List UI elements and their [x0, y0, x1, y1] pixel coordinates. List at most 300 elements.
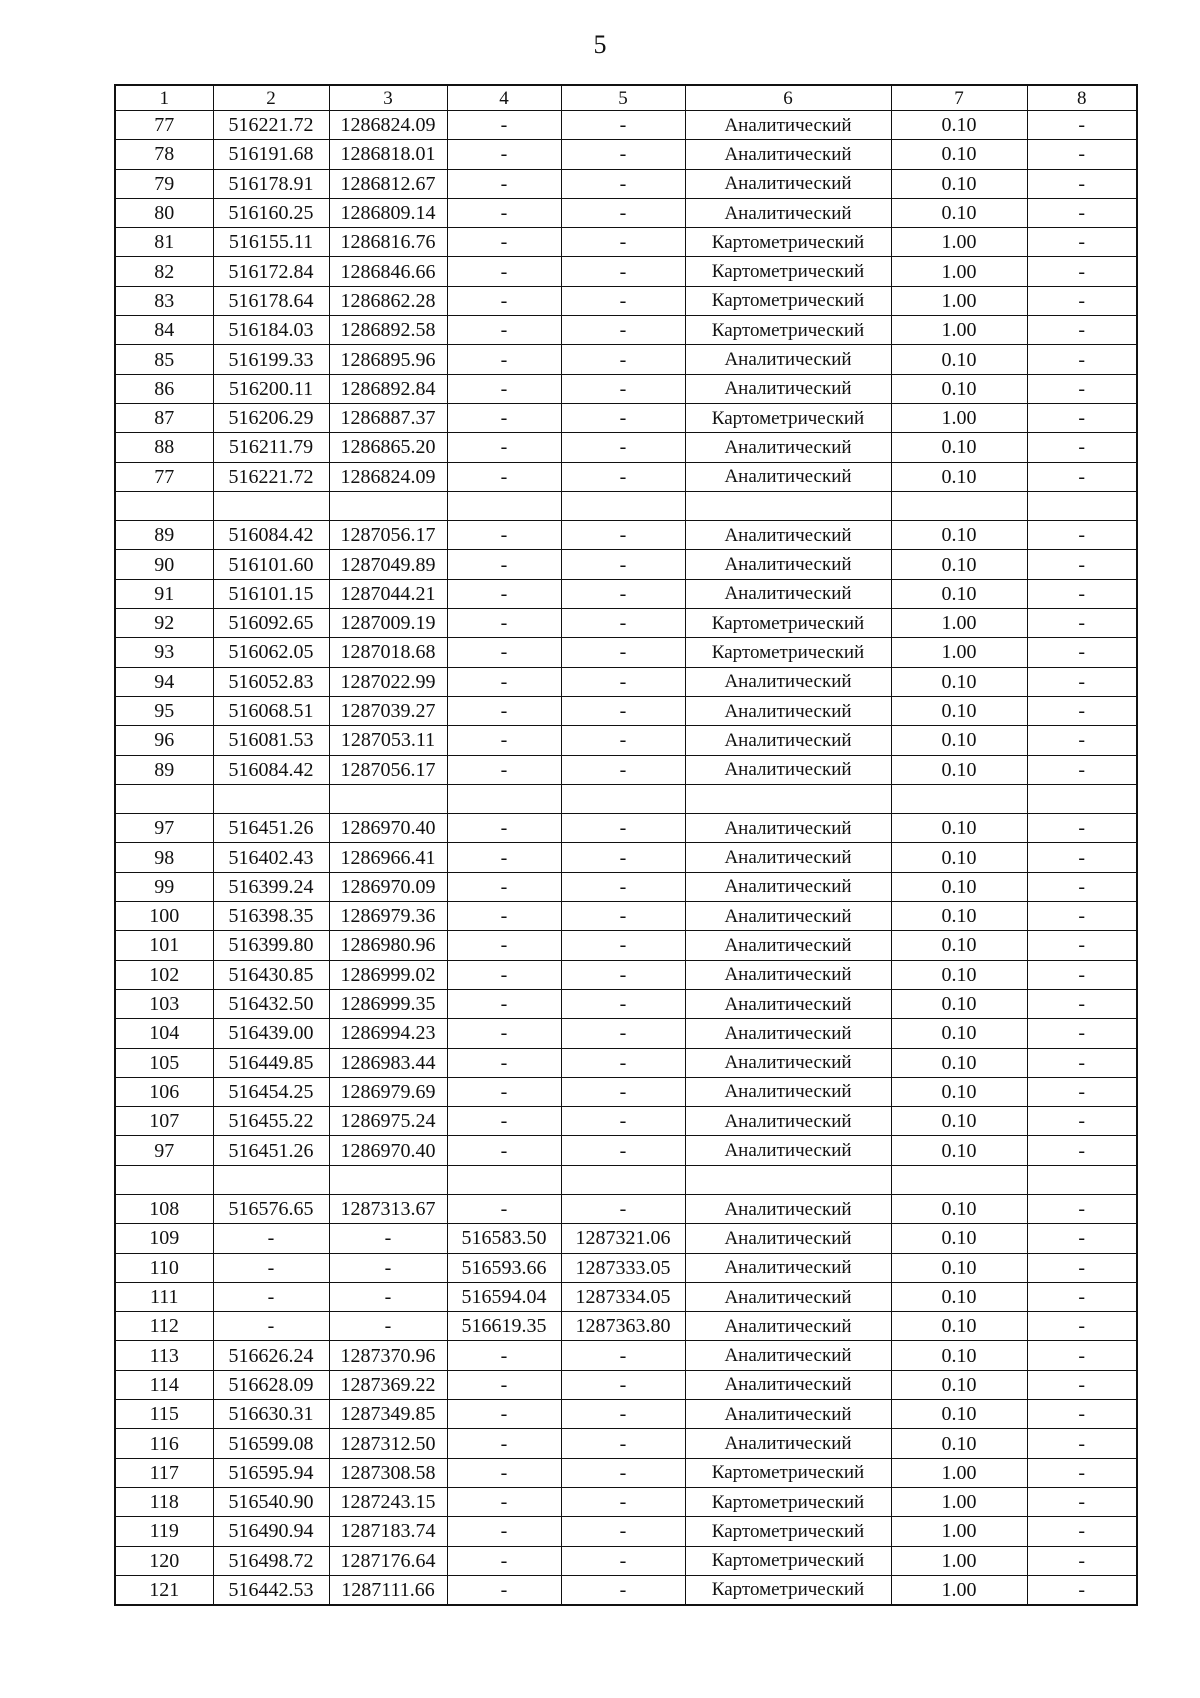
table-cell: 114	[115, 1370, 213, 1399]
table-cell: 0.10	[891, 696, 1027, 725]
table-cell	[685, 784, 891, 813]
table-cell: -	[561, 550, 685, 579]
table-cell: 1286895.96	[329, 345, 447, 374]
table-cell: 0.10	[891, 345, 1027, 374]
table-row	[115, 1575, 1137, 1605]
table-cell: -	[1027, 1048, 1137, 1077]
table-row	[115, 1312, 1137, 1341]
table-cell: -	[447, 638, 561, 667]
table-cell: Аналитический	[685, 989, 891, 1018]
table-cell	[115, 784, 213, 813]
table-cell	[891, 1165, 1027, 1194]
table-cell: 91	[115, 579, 213, 608]
table-cell: -	[1027, 872, 1137, 901]
table-cell: -	[1027, 1370, 1137, 1399]
table-cell: -	[561, 433, 685, 462]
table-cell	[329, 784, 447, 813]
table-cell: 89	[115, 755, 213, 784]
table-cell: 0.10	[891, 872, 1027, 901]
table-cell: -	[1027, 374, 1137, 403]
table-cell: Аналитический	[685, 1429, 891, 1458]
table-cell: 1287053.11	[329, 726, 447, 755]
table-cell: -	[447, 228, 561, 257]
table-cell: -	[561, 1575, 685, 1605]
table-row	[115, 931, 1137, 960]
table-cell: Аналитический	[685, 111, 891, 140]
table-cell: 104	[115, 1019, 213, 1048]
table-cell: 1287056.17	[329, 755, 447, 784]
table-cell	[891, 784, 1027, 813]
table-cell: 516221.72	[213, 462, 329, 491]
table-cell: -	[447, 1400, 561, 1429]
table-cell: 0.10	[891, 198, 1027, 227]
table-cell: -	[329, 1224, 447, 1253]
table-cell: -	[1027, 1253, 1137, 1282]
table-cell: 1287333.05	[561, 1253, 685, 1282]
table-row	[115, 1458, 1137, 1487]
table-cell: 89	[115, 521, 213, 550]
table-cell: 516583.50	[447, 1224, 561, 1253]
table-cell: -	[447, 140, 561, 169]
table-row	[115, 1546, 1137, 1575]
table-cell: 1286970.40	[329, 1136, 447, 1165]
table-cell: -	[561, 316, 685, 345]
table-cell: 109	[115, 1224, 213, 1253]
table-cell: -	[561, 1341, 685, 1370]
table-cell: -	[1027, 1107, 1137, 1136]
table-cell: Картометрический	[685, 403, 891, 432]
table-cell: 516498.72	[213, 1546, 329, 1575]
table-row	[115, 316, 1137, 345]
table-cell: -	[447, 316, 561, 345]
column-header: 3	[329, 85, 447, 111]
table-cell: -	[561, 374, 685, 403]
table-cell: Аналитический	[685, 374, 891, 403]
table-row	[115, 960, 1137, 989]
table-row	[115, 638, 1137, 667]
table-cell: -	[447, 609, 561, 638]
table-cell: 77	[115, 111, 213, 140]
table-cell	[561, 784, 685, 813]
table-cell: 0.10	[891, 521, 1027, 550]
table-cell: 516068.51	[213, 696, 329, 725]
column-header: 4	[447, 85, 561, 111]
table-cell: Аналитический	[685, 931, 891, 960]
table-cell: Картометрический	[685, 1546, 891, 1575]
table-cell: 78	[115, 140, 213, 169]
table-cell: -	[447, 1458, 561, 1487]
table-cell: 516540.90	[213, 1487, 329, 1516]
table-cell: 0.10	[891, 1400, 1027, 1429]
table-cell: -	[1027, 521, 1137, 550]
table-cell: 105	[115, 1048, 213, 1077]
table-cell: 0.10	[891, 1077, 1027, 1106]
table-row	[115, 1370, 1137, 1399]
table-row	[115, 843, 1137, 872]
table-cell: Картометрический	[685, 228, 891, 257]
table-cell: 0.10	[891, 111, 1027, 140]
table-cell: Картометрический	[685, 609, 891, 638]
table-cell: 115	[115, 1400, 213, 1429]
table-cell: 1287312.50	[329, 1429, 447, 1458]
table-row	[115, 1341, 1137, 1370]
table-cell: Аналитический	[685, 667, 891, 696]
table-cell: 0.10	[891, 169, 1027, 198]
table-cell: Аналитический	[685, 169, 891, 198]
table-row	[115, 814, 1137, 843]
table-cell: 1.00	[891, 316, 1027, 345]
table-cell: -	[561, 198, 685, 227]
table-row	[115, 403, 1137, 432]
table-cell: 0.10	[891, 1341, 1027, 1370]
table-cell: 1286816.76	[329, 228, 447, 257]
table-cell: -	[1027, 1429, 1137, 1458]
table-cell: -	[447, 755, 561, 784]
table-cell	[1027, 784, 1137, 813]
table-cell: -	[447, 1429, 561, 1458]
table-row	[115, 1165, 1137, 1194]
table-cell: 516084.42	[213, 521, 329, 550]
table-cell: -	[1027, 1458, 1137, 1487]
table-cell: -	[447, 1575, 561, 1605]
table-row	[115, 1429, 1137, 1458]
table-cell: 112	[115, 1312, 213, 1341]
table-cell: -	[1027, 140, 1137, 169]
table-cell: 1287334.05	[561, 1282, 685, 1311]
table-cell: 1287009.19	[329, 609, 447, 638]
table-cell: 1286812.67	[329, 169, 447, 198]
table-cell: 1286994.23	[329, 1019, 447, 1048]
table-cell: 1286892.58	[329, 316, 447, 345]
table-cell: -	[561, 345, 685, 374]
table-row	[115, 491, 1137, 520]
table-cell: 1287370.96	[329, 1341, 447, 1370]
table-cell: 516619.35	[447, 1312, 561, 1341]
table-cell: 0.10	[891, 374, 1027, 403]
table-cell: -	[1027, 1575, 1137, 1605]
table-cell: 516455.22	[213, 1107, 329, 1136]
table-cell: 516442.53	[213, 1575, 329, 1605]
table-cell: 1287044.21	[329, 579, 447, 608]
table-cell: 0.10	[891, 550, 1027, 579]
table-cell: 516630.31	[213, 1400, 329, 1429]
table-cell: -	[1027, 667, 1137, 696]
table-row	[115, 1253, 1137, 1282]
table-cell: 116	[115, 1429, 213, 1458]
table-cell: 1286862.28	[329, 286, 447, 315]
table-cell: -	[561, 111, 685, 140]
table-cell: 0.10	[891, 960, 1027, 989]
table-cell: 88	[115, 433, 213, 462]
table-cell: -	[447, 1019, 561, 1048]
table-cell: -	[1027, 1077, 1137, 1106]
table-cell: -	[1027, 609, 1137, 638]
table-cell: -	[447, 1194, 561, 1223]
table-cell: 516430.85	[213, 960, 329, 989]
table-cell: -	[561, 667, 685, 696]
table-cell: 0.10	[891, 1048, 1027, 1077]
table-cell: -	[1027, 638, 1137, 667]
table-cell	[329, 491, 447, 520]
table-cell: -	[329, 1282, 447, 1311]
table-cell: 0.10	[891, 1253, 1027, 1282]
table-cell: 1286979.69	[329, 1077, 447, 1106]
table-cell: 1287176.64	[329, 1546, 447, 1575]
table-cell: Аналитический	[685, 960, 891, 989]
table-row	[115, 433, 1137, 462]
table-cell: -	[1027, 814, 1137, 843]
table-cell	[891, 491, 1027, 520]
table-cell: 516595.94	[213, 1458, 329, 1487]
table-cell: 80	[115, 198, 213, 227]
table-cell: 111	[115, 1282, 213, 1311]
table-cell: 516432.50	[213, 989, 329, 1018]
table-cell: -	[1027, 433, 1137, 462]
table-cell: Аналитический	[685, 1224, 891, 1253]
table-cell: 94	[115, 667, 213, 696]
table-cell: -	[1027, 1224, 1137, 1253]
table-cell: 106	[115, 1077, 213, 1106]
table-cell: 0.10	[891, 843, 1027, 872]
table-cell: -	[447, 1107, 561, 1136]
table-cell: 0.10	[891, 1107, 1027, 1136]
table-row	[115, 1077, 1137, 1106]
table-cell: 516576.65	[213, 1194, 329, 1223]
table-cell: 516599.08	[213, 1429, 329, 1458]
table-cell	[561, 491, 685, 520]
table-cell	[115, 491, 213, 520]
table-row	[115, 989, 1137, 1018]
table-cell: -	[1027, 1400, 1137, 1429]
table-cell: -	[447, 111, 561, 140]
table-cell: 1286865.20	[329, 433, 447, 462]
table-cell: -	[561, 1136, 685, 1165]
table-cell: -	[447, 1546, 561, 1575]
table-cell: Аналитический	[685, 1282, 891, 1311]
table-cell: 516451.26	[213, 1136, 329, 1165]
table-cell: -	[561, 755, 685, 784]
table-row	[115, 1048, 1137, 1077]
table-cell: 1.00	[891, 286, 1027, 315]
table-cell: -	[561, 1546, 685, 1575]
table-cell: -	[1027, 1546, 1137, 1575]
table-cell: -	[561, 931, 685, 960]
table-row	[115, 374, 1137, 403]
table-cell: -	[1027, 1136, 1137, 1165]
table-cell: -	[561, 140, 685, 169]
table-cell: 1287039.27	[329, 696, 447, 725]
table-cell: -	[447, 1487, 561, 1516]
table-cell: 0.10	[891, 140, 1027, 169]
table-cell: 516628.09	[213, 1370, 329, 1399]
table-cell: 98	[115, 843, 213, 872]
table-cell: 516178.64	[213, 286, 329, 315]
table-cell: 99	[115, 872, 213, 901]
table-cell: 118	[115, 1487, 213, 1516]
table-cell: 1287243.15	[329, 1487, 447, 1516]
table-cell: -	[561, 257, 685, 286]
table-cell: 516399.80	[213, 931, 329, 960]
table-cell: -	[447, 374, 561, 403]
table-cell: 1287111.66	[329, 1575, 447, 1605]
table-cell: 1286979.36	[329, 902, 447, 931]
table-row	[115, 696, 1137, 725]
table-cell: 93	[115, 638, 213, 667]
table-cell: 0.10	[891, 1224, 1027, 1253]
table-row	[115, 1487, 1137, 1516]
table-cell: 1287022.99	[329, 667, 447, 696]
table-cell: 97	[115, 1136, 213, 1165]
table-cell: 0.10	[891, 902, 1027, 931]
table-cell: 0.10	[891, 814, 1027, 843]
table-cell: 0.10	[891, 726, 1027, 755]
table-cell: 1287349.85	[329, 1400, 447, 1429]
table-cell: 1.00	[891, 638, 1027, 667]
table-cell: 81	[115, 228, 213, 257]
table-cell: -	[561, 696, 685, 725]
table-cell: -	[1027, 960, 1137, 989]
table-row	[115, 1019, 1137, 1048]
table-cell: -	[447, 960, 561, 989]
table-cell: -	[1027, 286, 1137, 315]
table-cell	[115, 1165, 213, 1194]
table-cell: -	[447, 257, 561, 286]
table-cell: -	[1027, 462, 1137, 491]
table-row	[115, 550, 1137, 579]
table-cell: Аналитический	[685, 1400, 891, 1429]
table-cell: -	[561, 169, 685, 198]
table-cell: 516221.72	[213, 111, 329, 140]
table-cell: -	[447, 462, 561, 491]
table-cell: 0.10	[891, 989, 1027, 1018]
table-cell: -	[1027, 989, 1137, 1018]
table-cell: Аналитический	[685, 433, 891, 462]
table-cell: -	[447, 579, 561, 608]
table-cell: -	[561, 726, 685, 755]
table-cell: 1286887.37	[329, 403, 447, 432]
table-cell: -	[447, 1077, 561, 1106]
table-cell: 100	[115, 902, 213, 931]
table-cell: -	[447, 345, 561, 374]
table-cell: Аналитический	[685, 1019, 891, 1048]
table-cell: -	[561, 403, 685, 432]
table-cell: -	[447, 902, 561, 931]
table-cell: -	[329, 1253, 447, 1282]
table-cell: 82	[115, 257, 213, 286]
table-cell: 0.10	[891, 931, 1027, 960]
table-cell: -	[1027, 228, 1137, 257]
table-cell: 1286983.44	[329, 1048, 447, 1077]
table-row	[115, 1136, 1137, 1165]
table-cell: -	[1027, 345, 1137, 374]
table-cell: 0.10	[891, 1282, 1027, 1311]
table-cell: -	[561, 1429, 685, 1458]
table-cell: Аналитический	[685, 902, 891, 931]
table-cell: 516449.85	[213, 1048, 329, 1077]
table-cell: Картометрический	[685, 1458, 891, 1487]
table-cell: 0.10	[891, 667, 1027, 696]
table-cell: 85	[115, 345, 213, 374]
table-row	[115, 1107, 1137, 1136]
table-cell: 516052.83	[213, 667, 329, 696]
table-cell: 0.10	[891, 1429, 1027, 1458]
table-cell: 1287363.80	[561, 1312, 685, 1341]
table-cell: 92	[115, 609, 213, 638]
table-cell: Аналитический	[685, 872, 891, 901]
table-cell: 1.00	[891, 403, 1027, 432]
table-row	[115, 462, 1137, 491]
table-cell: -	[561, 579, 685, 608]
table-cell: -	[561, 872, 685, 901]
table-cell: -	[561, 1458, 685, 1487]
table-cell: 516451.26	[213, 814, 329, 843]
table-cell: -	[1027, 550, 1137, 579]
table-cell: 1287308.58	[329, 1458, 447, 1487]
table-cell: 0.10	[891, 433, 1027, 462]
table-cell: -	[447, 521, 561, 550]
table-cell: 95	[115, 696, 213, 725]
table-cell: -	[561, 1487, 685, 1516]
table-cell: 79	[115, 169, 213, 198]
table-cell: 84	[115, 316, 213, 345]
table-cell	[447, 491, 561, 520]
table-cell: 1287321.06	[561, 1224, 685, 1253]
table-cell: -	[447, 872, 561, 901]
table-cell: Картометрический	[685, 286, 891, 315]
table-cell: 117	[115, 1458, 213, 1487]
table-cell: Аналитический	[685, 843, 891, 872]
table-cell: 516062.05	[213, 638, 329, 667]
table-cell: 516084.42	[213, 755, 329, 784]
table-cell: 110	[115, 1253, 213, 1282]
table-cell: 86	[115, 374, 213, 403]
table-cell: -	[1027, 931, 1137, 960]
table-cell: Аналитический	[685, 1312, 891, 1341]
table-cell: Аналитический	[685, 140, 891, 169]
coordinates-table	[114, 84, 1138, 1606]
table-cell: -	[447, 696, 561, 725]
table-cell: -	[561, 228, 685, 257]
table-cell: Картометрический	[685, 257, 891, 286]
table-cell: -	[1027, 843, 1137, 872]
table-cell: 1286980.96	[329, 931, 447, 960]
table-cell: 516594.04	[447, 1282, 561, 1311]
table-cell: 516402.43	[213, 843, 329, 872]
table-cell: 83	[115, 286, 213, 315]
table-row	[115, 345, 1137, 374]
table-cell	[1027, 491, 1137, 520]
table-cell: -	[561, 1077, 685, 1106]
table-cell: -	[1027, 403, 1137, 432]
table-cell: 77	[115, 462, 213, 491]
table-cell: Картометрический	[685, 1517, 891, 1546]
table-cell: Аналитический	[685, 1048, 891, 1077]
table-cell: Аналитический	[685, 726, 891, 755]
table-row	[115, 1517, 1137, 1546]
table-cell: 87	[115, 403, 213, 432]
table-cell: -	[447, 1048, 561, 1077]
table-row	[115, 902, 1137, 931]
table-cell: -	[447, 931, 561, 960]
table-cell: -	[1027, 1341, 1137, 1370]
table-cell: Аналитический	[685, 579, 891, 608]
table-cell: -	[447, 989, 561, 1018]
table-cell: 90	[115, 550, 213, 579]
table-cell: Аналитический	[685, 1136, 891, 1165]
table-cell: 103	[115, 989, 213, 1018]
table-cell: -	[561, 1517, 685, 1546]
table-cell: -	[561, 609, 685, 638]
